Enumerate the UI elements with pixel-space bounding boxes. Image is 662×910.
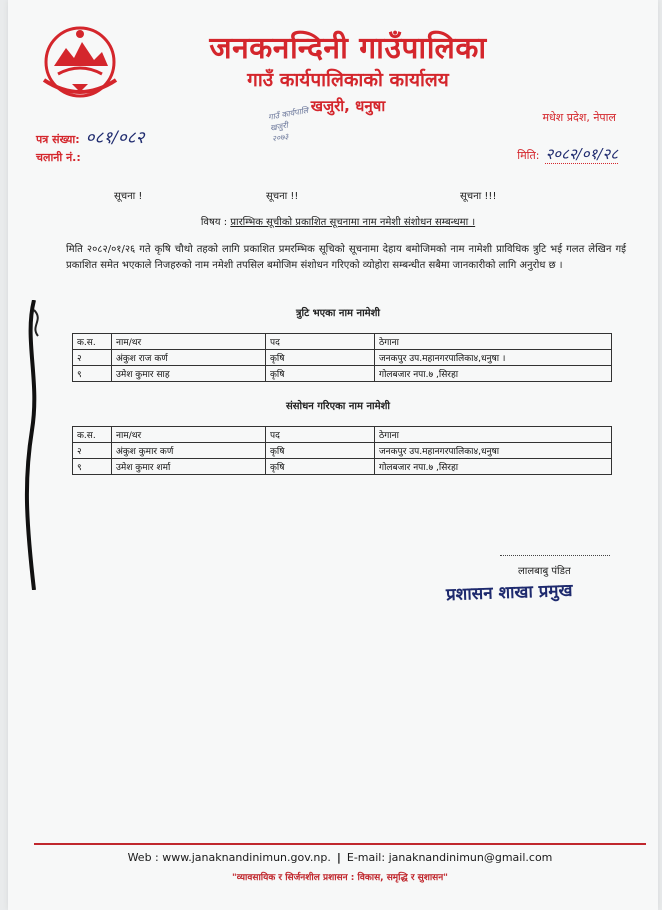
error-table-title: त्रुटि भएका नाम नामेशी	[295, 308, 381, 319]
letter-date: मिति: २०८२/०१/२८	[517, 145, 618, 163]
signatory-name: लालबाबु पंडित	[518, 566, 571, 577]
notice-heading-1: सूचना !	[114, 191, 143, 202]
footer-slogan: "व्यावसायिक र सिर्जनशील प्रशासन : विकास, समृद्धि र सुशासन"	[232, 873, 448, 883]
letter-page	[8, 0, 658, 910]
footer-contact: Web : www.janaknandinimun.gov.np. | E-mail: janaknandinimun@gmail.com	[127, 851, 553, 864]
footer-website: Web : www.janaknandinimun.gov.np.	[127, 851, 331, 864]
table-row: ९ उमेश कुमार साह कृषि गोलबजार नपा.७ ,सिरहा	[73, 366, 612, 382]
table-header-row: क.स. नाम/थर पद ठेगाना	[73, 334, 612, 350]
table-header-row: क.स. नाम/थर पद ठेगाना	[73, 427, 612, 443]
error-names-table	[72, 333, 612, 382]
letter-number: पत्र संख्या: ०८१/०८२	[36, 128, 145, 148]
footer-email: E-mail: janaknandinimun@gmail.com	[346, 851, 553, 864]
corrected-names-table	[72, 426, 612, 475]
office-title: गाउँ कार्यपालिकाको कार्यालय	[247, 69, 449, 91]
notice-body: मिति २०८२/०१/२६ गते कृषि चौथो तहको लागि प्रकाशित प्रमरम्भिक सूचिको सूचनामा देहाय बमोजिमको नाम नामेशी प्राविधिक त्रुटि भई गलत लेखिन गई प्रकाशित समेत भएकाले निजहरुको नाम नमेशी तपसिल बमोजिम संशोधन गरिएको व्योहोरा सम्बन्धीत सबैमा जानकारीको लागि अनुरोध छ ।	[66, 244, 626, 271]
corrected-table-title: संसोधन गरिएका नाम नामेशी	[286, 401, 390, 412]
signatory-title-stamp: प्रशासन शाखा प्रमुख	[445, 580, 573, 606]
footer-divider	[34, 843, 646, 845]
dispatch-number: चलानी नं.:	[36, 151, 81, 164]
table-row: २ अंकुश राज कर्ण कृषि जनकपुर उप.महानगरपालिका४,धनुषा ।	[73, 350, 612, 366]
subject-line: विषय : प्रारम्भिक सूचीको प्रकाशित सूचनामा नाम नमेशी संशोधन सम्बन्धमा ।	[200, 217, 476, 228]
binding-string	[22, 300, 44, 590]
table-row: २ अंकुश कुमार कर्ण कृषि जनकपुर उप.महानगरपालिका४,धनुषा	[73, 443, 612, 459]
municipality-title: जनकनन्दिनी गाउँपालिका	[209, 31, 487, 66]
office-location: खजुरी, धनुषा	[310, 97, 386, 115]
nepal-emblem-icon	[32, 22, 128, 102]
notice-heading-3: सूचना !!!	[460, 191, 497, 202]
province-label: मधेश प्रदेश, नेपाल	[542, 111, 616, 124]
table-row: ९ उमेश कुमार शर्मा कृषि गोलबजार नपा.७ ,सिरहा	[73, 459, 612, 475]
office-stamp: गाउँ कार्यपालि खजुरी २०७३	[267, 105, 309, 144]
notice-heading-2: सूचना !!	[266, 191, 299, 202]
signature-line	[500, 555, 610, 556]
